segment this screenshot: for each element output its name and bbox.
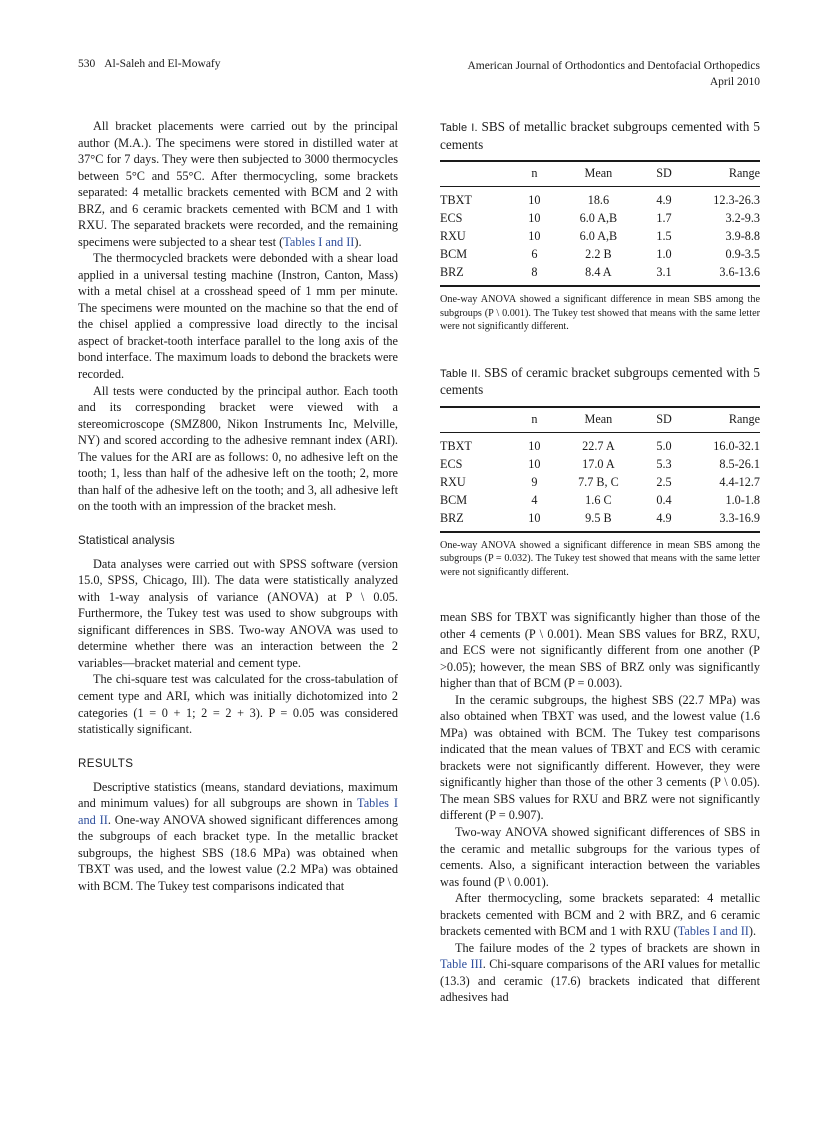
paragraph-thermocycling-tail: ).: [748, 924, 757, 939]
table-2-r4-n: 10: [510, 509, 558, 532]
xref-tables-1-2[interactable]: Tables I and II: [283, 234, 355, 249]
table-1-header-sd: SD: [638, 161, 689, 187]
table-1-r2-mean: 6.0 A,B: [579, 229, 618, 244]
table-2-r0-sd: 5.0: [656, 438, 672, 453]
table-2-r1-label: ECS: [440, 456, 463, 471]
table-2-r0-mean: 22.7 A: [582, 438, 615, 453]
table-1-r3-sd: 1.0: [656, 247, 672, 262]
table-2-r2-mean: 7.7 B, C: [578, 474, 619, 489]
table-1-r1-mean: 6.0 A,B: [579, 211, 618, 226]
paragraph-methods-1-tail: ).: [354, 234, 362, 249]
table-2-r1-n: 10: [528, 456, 541, 471]
table-row: [440, 264, 760, 287]
paragraph-failure-head: The failure modes of the 2 types of brackets are shown in: [455, 940, 760, 955]
table-2-r1-range: 8.5-26.1: [719, 456, 760, 471]
table-1-r4-sd: 3.1: [638, 264, 689, 287]
table-2-r0-label: TBXT: [440, 438, 472, 453]
table-2-r2-sd: 2.5: [656, 474, 672, 489]
table-1-r3-mean: 2.2 B: [585, 247, 612, 262]
spacer: [78, 547, 398, 556]
table-2-r4-sd: 4.9: [638, 509, 689, 532]
table-1-r0-mean: 18.6: [587, 193, 610, 208]
table-1-number: Table I.: [440, 122, 478, 134]
table-1-r4-n: 8: [510, 264, 558, 287]
paragraph-results-ceramic: In the ceramic subgroups, the highest SBS (22.7 MPa) was also obtained when TBXT was used, and the lowest value (1.6 MPa) was obtained with BCM. The Tukey test comparisons indicated that the mean values of TBXT and ECS with ceramic brackets were not significantly different. However, they were significantly higher than those of the other 3 cements (P \ 0.05). The mean SBS values for RXU and BRZ were not significantly different (P = 0.907).: [440, 692, 760, 823]
paragraph-methods-1: [78, 118, 398, 250]
paragraph-stats-1: Data analyses were carried out with SPSS software (version 15.0, SPSS, Chicago, Ill). The data were statistically analyzed with 1-way analysis of variance (ANOVA) at P \ 0.05. Furthermore, the Tukey test was used to show subgroups with significant differences in SBS. Two-way ANOVA was used to determine whether there was an interaction between the 2 variables—bracket material and cement type.: [78, 556, 398, 670]
table-1-r3-label: BCM: [440, 247, 468, 262]
table-2-r3-range: 1.0-1.8: [725, 492, 760, 507]
paragraph-results-thermocycling: [440, 890, 760, 940]
table-1-block: [440, 118, 760, 334]
table-2-caption: [440, 364, 760, 399]
table-1: [440, 160, 760, 287]
table-2-r2-n: 9: [531, 474, 538, 489]
table-2-header-range: Range: [690, 407, 760, 433]
table-1-r1-n: 10: [528, 211, 541, 226]
table-2-r4-mean: 9.5 B: [558, 509, 638, 532]
table-2-r3-n: 4: [531, 492, 538, 507]
running-head-right: [467, 58, 760, 91]
table-1-r0-range: 12.3-26.3: [713, 193, 760, 208]
table-1-header-n: n: [510, 161, 558, 187]
table-1-r4-mean: 8.4 A: [558, 264, 638, 287]
table-1-header-range: Range: [690, 161, 760, 187]
running-head: [78, 58, 760, 91]
two-column-body: [78, 118, 760, 1006]
table-1-r4-range: 3.6-13.6: [690, 264, 760, 287]
table-2-block: [440, 364, 760, 580]
table-1-header-row: [440, 161, 760, 187]
table-1-header-mean: Mean: [558, 161, 638, 187]
table-1-caption: [440, 118, 760, 153]
heading-statistical-analysis: Statistical analysis: [78, 533, 175, 547]
table-1-r1-range: 3.2-9.3: [725, 211, 760, 226]
table-1-r3-range: 0.9-3.5: [725, 247, 760, 262]
table-2-r1-sd: 5.3: [656, 456, 672, 471]
paragraph-methods-3: All tests were conducted by the principal author. Each tooth and its corresponding bracket were viewed with a stereomicroscope (SMZ800, Nikon Instruments Inc, Melville, NY) and scored according to the adhesive remnant index (ARI). The values for the ARI are as follows: 0, no adhesive left on the tooth; 1, less than half of the adhesive left on the tooth; 2, more than half of the adhesive left on the tooth; and 3, all adhesive left on the tooth with an impression of the bracket mesh.: [78, 383, 398, 514]
table-1-r2-n: 10: [528, 229, 541, 244]
table-1-r0-n: 10: [528, 193, 541, 208]
table-row: [440, 432, 760, 455]
table-2-r0-n: 10: [528, 438, 541, 453]
heading-results: RESULTS: [78, 756, 134, 770]
table-2-r2-label: RXU: [440, 474, 466, 489]
table-row: [440, 246, 760, 264]
paragraph-stats-2: The chi-square test was calculated for the cross-tabulation of cement type and ARI, which was initially dichotomized into 2 categories (1 = 0 + 1; 2 = 2 + 3). P = 0.05 was considered statistically significant.: [78, 672, 398, 737]
table-row: [440, 473, 760, 491]
paragraph-results-failure-modes: [440, 940, 760, 1006]
table-1-r2-sd: 1.5: [656, 229, 672, 244]
spacer: [78, 738, 398, 757]
issue-date: April 2010: [709, 76, 760, 89]
paragraph-results-1: [78, 779, 398, 895]
table-2-header-row: [440, 407, 760, 433]
paragraph-results-1-head: Descriptive statistics (means, standard deviations, maximum and minimum values) for all subgroups are shown in: [78, 779, 398, 811]
table-2-note: One-way ANOVA showed a significant difference in mean SBS among the subgroups (P = 0.032). The Tukey test showed that means with the same letter were not significantly different.: [440, 539, 760, 578]
table-2-number: Table II.: [440, 367, 481, 380]
xref-tables-1-2-right[interactable]: Tables I and II: [677, 924, 749, 939]
paragraph-results-continued: mean SBS for TBXT was significantly higher than those of the other 4 cements (P \ 0.001). Mean SBS values for BRZ, RXU, and ECS were not significantly different from one another (P >0.05); however, the mean SBS of BRZ only was significantly higher than that of BCM (P = 0.003).: [440, 610, 760, 691]
table-1-r2-label: RXU: [440, 229, 466, 244]
right-column: [440, 118, 760, 1006]
paragraph-failure-tail: . Chi-square comparisons of the ARI values for metallic (13.3) and ceramic (17.6) brackets indicated that different adhesives had: [440, 957, 760, 1005]
table-2-r2-range: 4.4-12.7: [719, 474, 760, 489]
table-2: [440, 406, 760, 533]
table-2-r0-range: 16.0-32.1: [713, 438, 760, 453]
left-column: [78, 118, 398, 1006]
table-1-r2-range: 3.9-8.8: [725, 229, 760, 244]
table-1-header-blank: [440, 161, 510, 187]
table-row: [440, 455, 760, 473]
table-row: [440, 228, 760, 246]
table-2-r1-mean: 17.0 A: [582, 456, 615, 471]
table-1-r0-sd: 4.9: [656, 193, 672, 208]
table-1-r4-label: BRZ: [440, 264, 510, 287]
table-2-r3-mean: 1.6 C: [585, 492, 612, 507]
table-2-r3-sd: 0.4: [656, 492, 672, 507]
xref-tables-1-2-results[interactable]: Tables I and II: [78, 796, 398, 827]
table-2-header-sd: SD: [638, 407, 689, 433]
paragraph-methods-2: The thermocycled brackets were debonded with a shear load applied in a universal testing machine (Instron, Canton, Mass) with a metal chisel at a crosshead speed of 1 mm per minute. The specimens were mounted on the machine so that the end of the chisel applied a compressive load directly to the incisal aspect of bracket-tooth interface parallel to the long axis of the bond interface. The maximum loads to debond the brackets were recorded.: [78, 251, 398, 381]
paragraph-results-1-tail: . One-way ANOVA showed significant differences among the subgroups of each bracket type. In the metallic bracket subgroups, the highest SBS (18.6 MPa) was obtained when TBXT was used, and the lowest value (2.2 MPa) was obtained with BCM. The Tukey test comparisons indicated that: [78, 812, 398, 893]
paragraph-results-twoway-anova: Two-way ANOVA showed significant differences of SBS in the ceramic and metallic subgroups for the various types of cements. Also, a significant interaction between the variables was found (P \ 0.001).: [440, 824, 760, 889]
page-number: 530: [78, 58, 96, 70]
table-row: [440, 210, 760, 228]
table-1-r1-label: ECS: [440, 211, 463, 226]
table-1-r3-n: 6: [531, 247, 538, 262]
table-row: [440, 509, 760, 532]
table-2-header-blank: [440, 407, 510, 433]
running-head-authors: Al-Saleh and El-Mowafy: [104, 58, 221, 70]
journal-title: American Journal of Orthodontics and Dentofacial Orthopedics: [467, 60, 760, 72]
table-2-title: SBS of ceramic bracket subgroups cemented with 5 cements: [440, 364, 760, 398]
paragraph-methods-1-text: All bracket placements were carried out by the principal author (M.A.). The specimens were stored in distilled water at 37°C for 7 days. They were then subjected to 3000 thermocycles between 5°C and 55°C. After thermocycling, some brackets separated: 4 metallic brackets cemented with BCM and 2 with BRZ, and 6 ceramic brackets cemented with BCM and 1 with RXU. The separated brackets were recorded, and the remaining specimens were subjected to a shear test (: [78, 119, 398, 249]
table-row: [440, 491, 760, 509]
running-head-left: [78, 58, 221, 70]
xref-table-3[interactable]: Table III: [440, 957, 483, 972]
table-row: [440, 187, 760, 210]
table-1-r1-sd: 1.7: [656, 211, 672, 226]
spacer: [78, 515, 398, 534]
table-2-r4-label: BRZ: [440, 509, 510, 532]
table-1-title: SBS of metallic bracket subgroups cemented with 5 cements: [440, 119, 760, 152]
table-1-note: One-way ANOVA showed a significant difference in mean SBS among the subgroups (P \ 0.001). The Tukey test showed that means with the same letter were not significantly different.: [440, 294, 760, 333]
table-2-header-n: n: [510, 407, 558, 433]
table-2-r3-label: BCM: [440, 492, 468, 507]
spacer: [78, 770, 398, 779]
paragraph-thermocycling-head: After thermocycling, some brackets separated: 4 metallic brackets cemented with BCM and 2 with BRZ, and 6 ceramic brackets cemented with BCM and 1 with RXU (: [440, 891, 760, 939]
table-1-r0-label: TBXT: [440, 193, 472, 208]
table-2-r4-range: 3.3-16.9: [690, 509, 760, 532]
table-2-header-mean: Mean: [558, 407, 638, 433]
